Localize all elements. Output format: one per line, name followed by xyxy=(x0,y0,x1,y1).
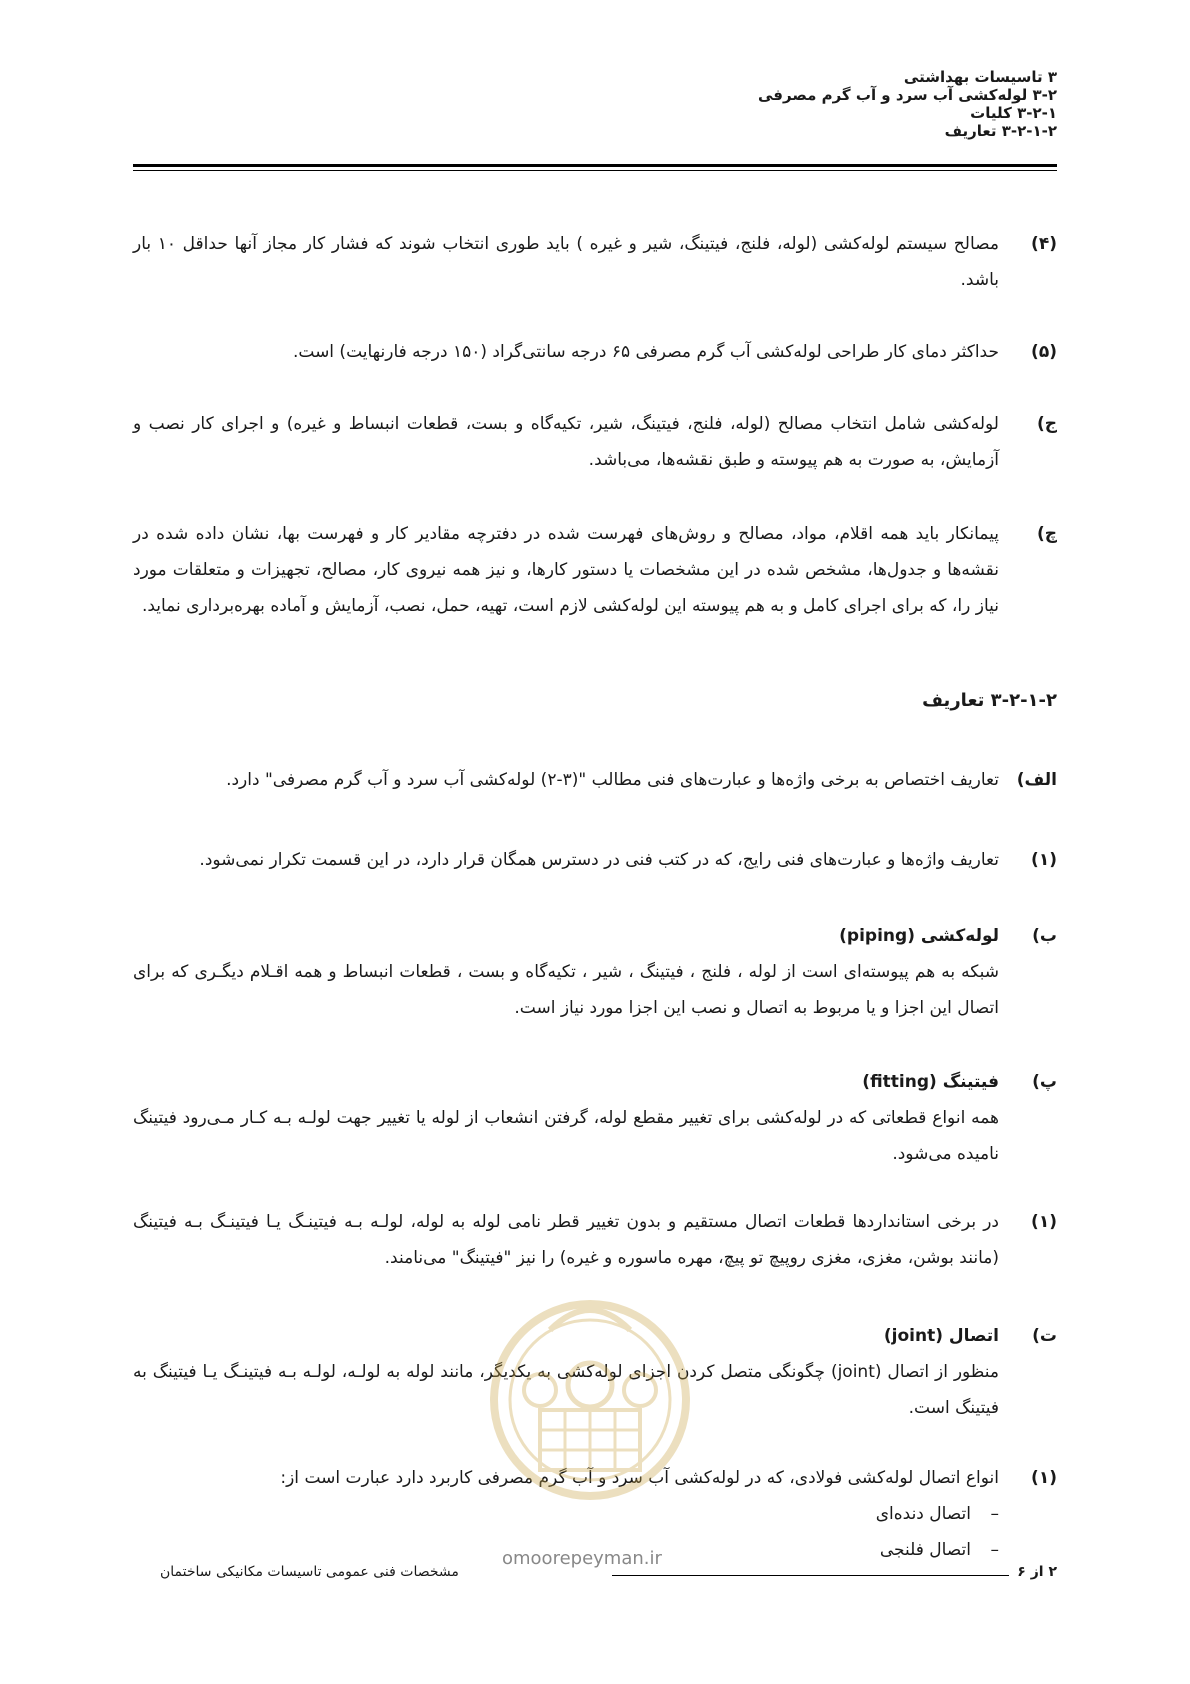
item-text: شبکه به هم پیوسته‌ای است از لوله ، فلنج ، فیتینگ ، شیر ، تکیه‌گاه و بست ، قطعات انبساط و همه اقـلام دیگـری که برای اتصال این اجزا و یا مربوط به اتصال و نصب این اجزا مورد نیاز است. xyxy=(133,962,999,1018)
bullet-item: –اتصال فلنجی xyxy=(879,1540,999,1560)
section-heading: ۳-۲-۱-۲ تعاریف xyxy=(922,690,1057,711)
item-marker: چ) xyxy=(1036,524,1057,544)
header-subsection: ۳-۲-۱ کلیات xyxy=(970,104,1057,122)
item-text: منظور از اتصال (joint) چگونگی متصل کردن اجزای لوله‌کشی به یکدیگر، مانند لوله به لولـه، لولـه بـه فیتینـگ یـا فیتینگ به فیتینگ است. xyxy=(133,1362,999,1418)
page-footer xyxy=(160,1564,1057,1588)
definition-title: لوله‌کشی (piping) xyxy=(839,926,999,946)
item-text: تعاریف واژه‌ها و عبارت‌های فنی رایج، که در کتب فنی در دسترس همگان قرار دارد، در این قسمت تکرار نمی‌شود. xyxy=(199,850,999,870)
item-marker: (۱) xyxy=(1031,1468,1057,1488)
definition-item xyxy=(133,842,1057,878)
item-text: حداکثر دمای کار طراحی لوله‌کشی آب گرم مصرفی ۶۵ درجه سانتی‌گراد (۱۵۰ درجه فارنهایت) است. xyxy=(292,342,999,362)
header-section: ۳-۲ لوله‌کشی آب سرد و آب گرم مصرفی xyxy=(757,86,1057,104)
item-marker: (۵) xyxy=(1031,342,1057,362)
footer-rule xyxy=(612,1575,1009,1576)
page-header xyxy=(133,68,1057,140)
item-text: همه انواع قطعاتی که در لوله‌کشی برای تغییر مقطع لوله، گرفتن انشعاب از لوله یا تغییر جهت لولـه بـه کـار مـی‌رود فیتینگ نامیده می‌شود. xyxy=(133,1108,999,1164)
bullet-item: –اتصال دنده‌ای xyxy=(875,1504,999,1524)
definition-item xyxy=(133,1318,1057,1426)
list-item xyxy=(133,226,1057,298)
page-number: ۲ از ۶ xyxy=(1017,1564,1057,1580)
item-text: مصالح سیستم لوله‌کشی (لوله، فلنج، فیتینگ، شیر و غیره ) باید طوری انتخاب شوند که فشار کار مجاز آنها حداقل ۱۰ بار باشد. xyxy=(133,234,999,290)
watermark-text: omoorepeyman.ir xyxy=(502,1548,662,1569)
header-rule-thin xyxy=(133,170,1057,171)
item-text: انواع اتصال لوله‌کشی فولادی، که در لوله‌کشی آب سرد و آب گرم مصرفی کاربرد دارد عبارت است از: xyxy=(280,1468,999,1488)
definition-title: فیتینگ (fitting) xyxy=(862,1072,999,1092)
definition-item xyxy=(133,918,1057,1026)
footer-title: مشخصات فنی عمومی تاسیسات مکانیکی ساختمان xyxy=(160,1564,459,1580)
item-text: پیمانکار باید همه اقلام، مواد، مصالح و روش‌های فهرست شده در دفترچه مقادیر کار و فهرست بها، نشان داده شده در نقشه‌ها و جدول‌ها، مشخص شده در این مشخصات یا دستور کارها، و نیز همه نیروی کار، مصالح، تجهیزات و متعلقات مورد نیاز را، که برای اجرای کامل و به هم پیوسته این لوله‌کشی لازم است، تهیه، حمل، نصب، آزمایش و آماده بهره‌برداری نماید. xyxy=(133,524,999,616)
item-marker: (۴) xyxy=(1031,234,1057,254)
definition-item xyxy=(133,1204,1057,1276)
header-rule-thick xyxy=(133,164,1057,167)
item-marker: ج) xyxy=(1036,414,1057,434)
item-text: تعاریف اختصاص به برخی واژه‌ها و عبارت‌های فنی مطالب "(۳-۲) لوله‌کشی آب سرد و آب گرم مصرفی" دارد. xyxy=(226,770,999,790)
list-item xyxy=(133,406,1057,478)
item-text: در برخی استانداردها قطعات اتصال مستقیم و بدون تغییر قطر نامی لوله به لوله، لولـه بـه فیتینـگ یـا فیتینـگ بـه فیتینگ (مانند بوشن، مغزی، مغزی روپیچ تو پیچ، مهره ماسوره و غیره) را نیز "فیتینگ" می‌نامند. xyxy=(133,1212,999,1268)
item-marker: ت) xyxy=(1032,1326,1057,1346)
item-marker: (۱) xyxy=(1031,850,1057,870)
item-marker: (۱) xyxy=(1031,1212,1057,1232)
definition-item xyxy=(133,762,1057,798)
list-item xyxy=(133,516,1057,624)
item-text: لوله‌کشی شامل انتخاب مصالح (لوله، فلنج، فیتینگ، شیر، تکیه‌گاه و بست، قطعات انبساط و غیره) و اجرای کار نصب و آزمایش، به صورت به هم پیوسته و طبق نقشه‌ها، می‌باشد. xyxy=(133,414,999,470)
header-chapter: ۳ تاسیسات بهداشتی xyxy=(903,68,1057,86)
definition-title: اتصال (joint) xyxy=(883,1326,999,1346)
item-marker: الف) xyxy=(1016,770,1057,790)
list-item xyxy=(133,334,1057,370)
item-marker: پ) xyxy=(1032,1072,1057,1092)
item-marker: ب) xyxy=(1032,926,1057,946)
header-subsubsection: ۳-۲-۱-۲ تعاریف xyxy=(944,122,1057,140)
definition-item xyxy=(133,1064,1057,1172)
